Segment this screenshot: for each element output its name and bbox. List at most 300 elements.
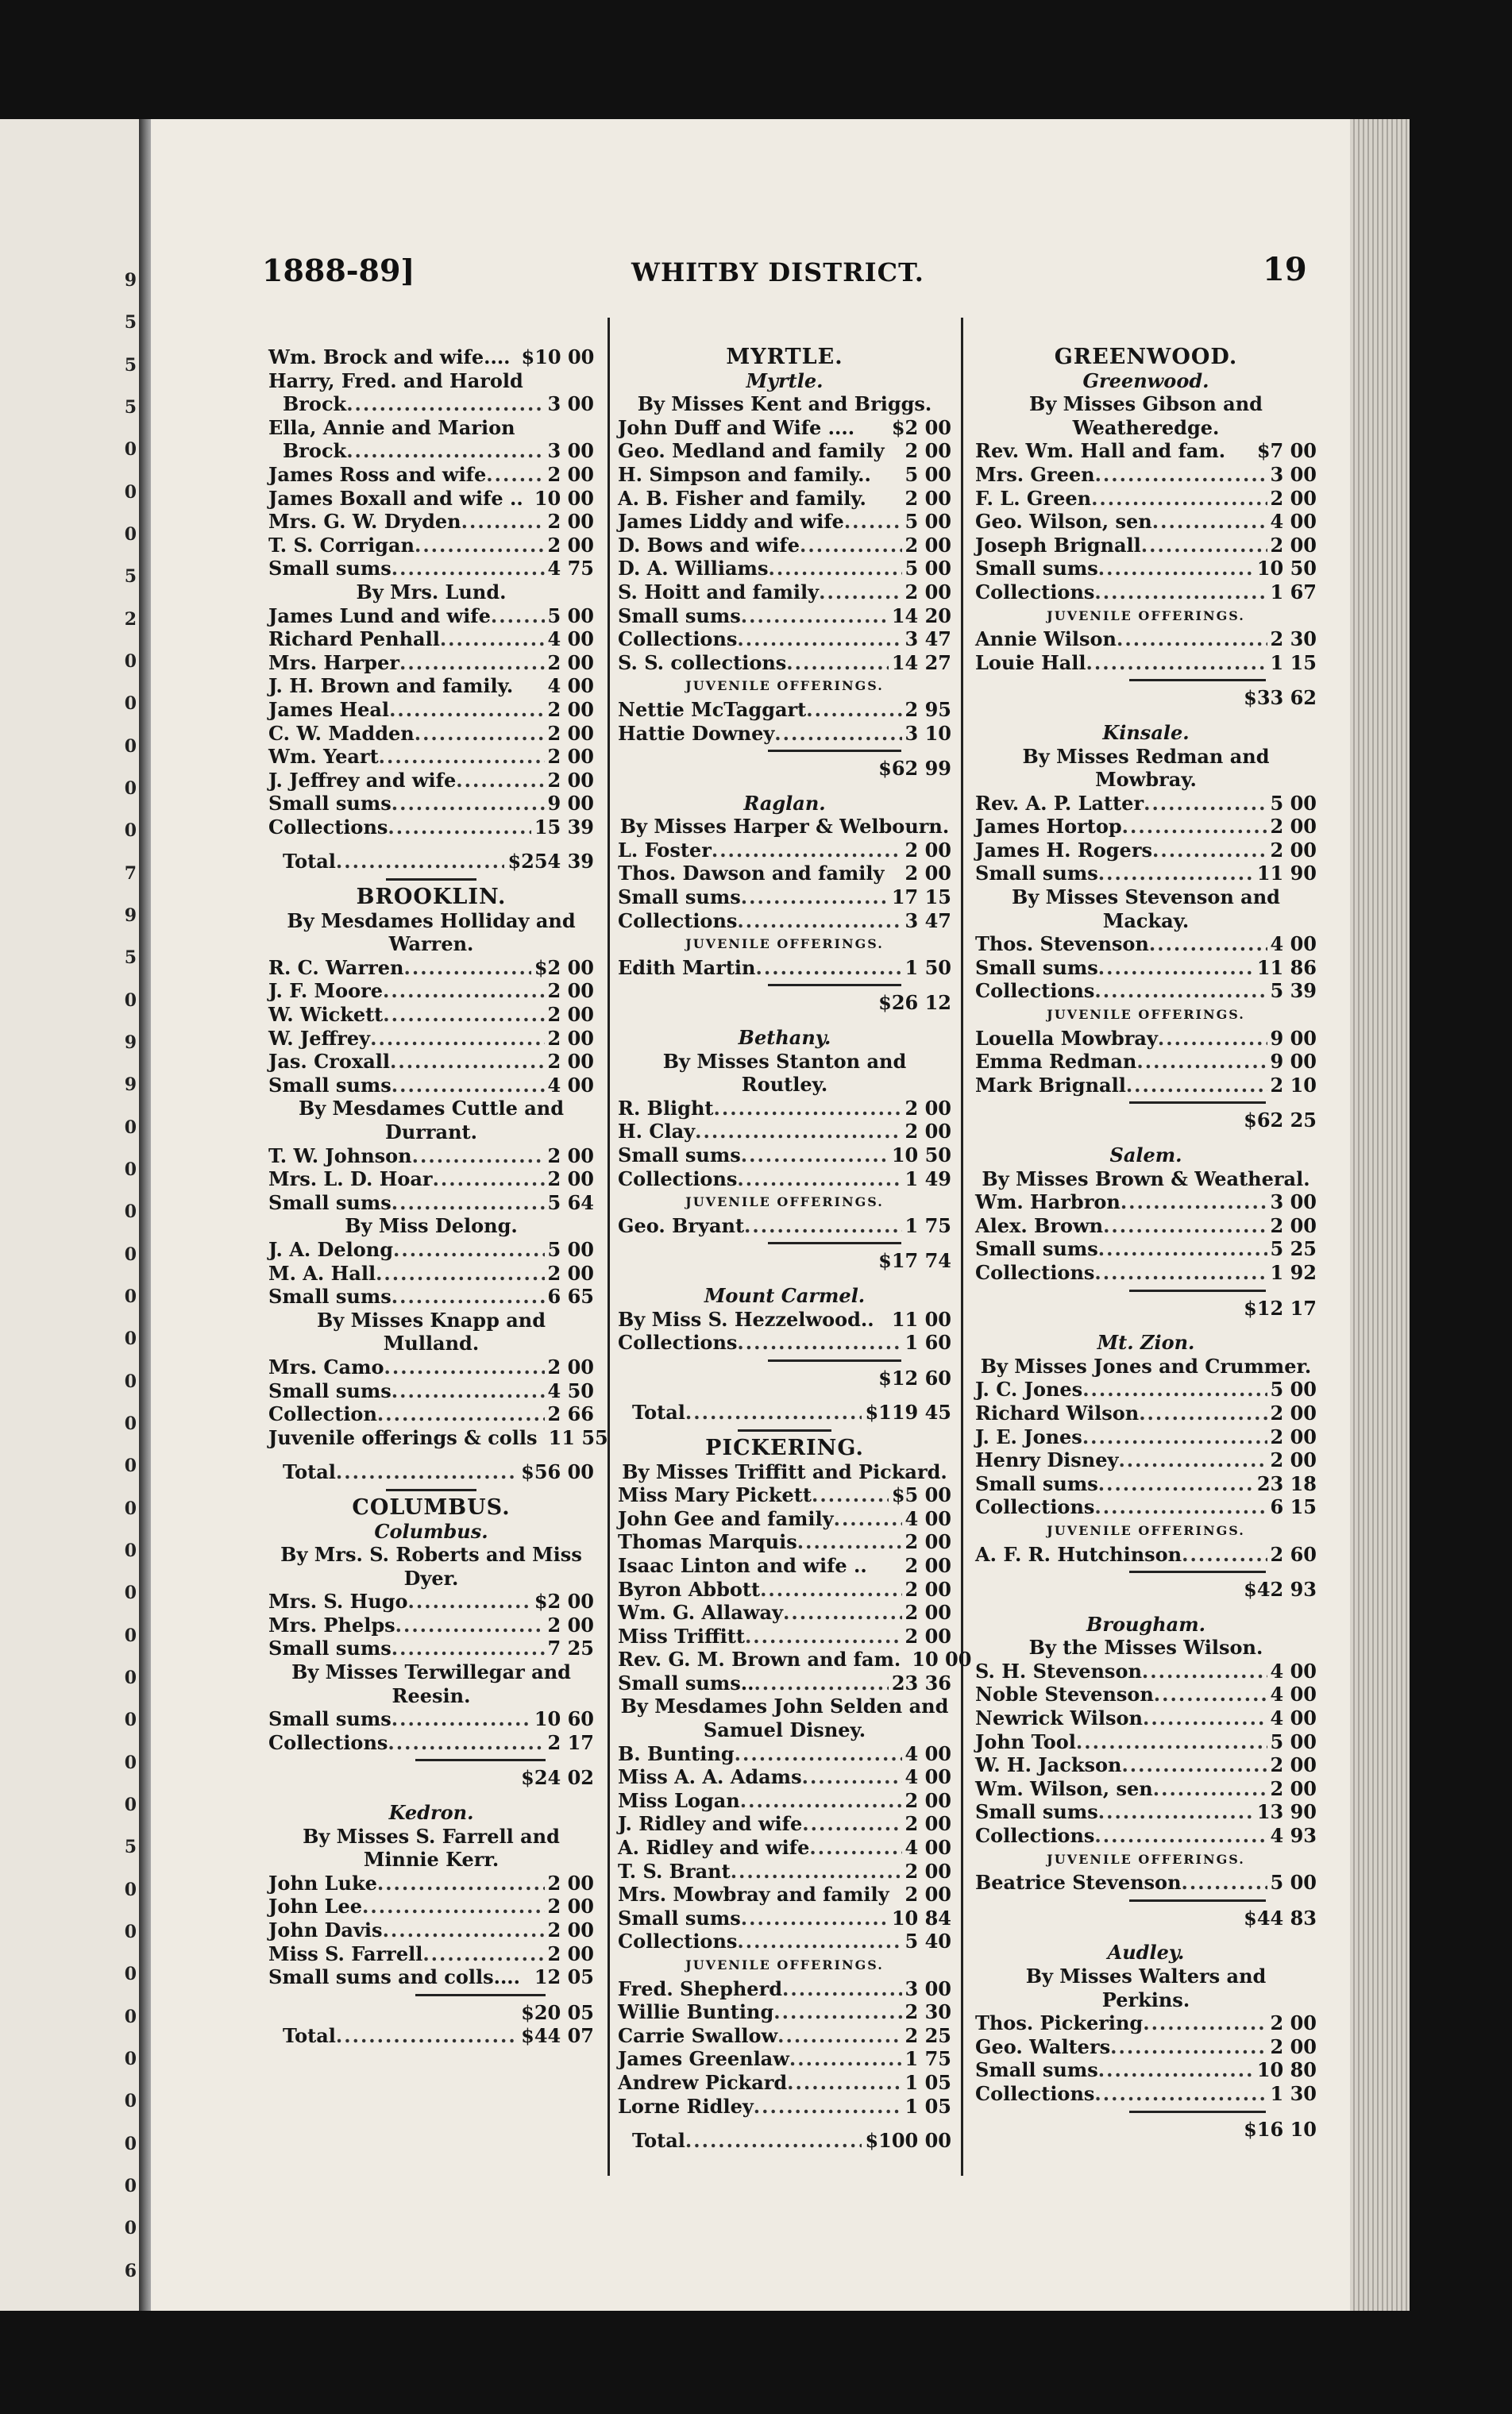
ledger-entry <box>618 557 951 580</box>
entry-amount: 3 47 <box>904 908 951 932</box>
leader-dots <box>777 2024 901 2048</box>
leader-dots <box>1103 1214 1267 1238</box>
entry-amount: 2 17 <box>547 1730 594 1754</box>
circuit-heading: COLUMBUS. <box>352 1494 511 1520</box>
entry-amount: 6 15 <box>1270 1495 1317 1519</box>
subtotal-amount: $62 25 <box>1244 1109 1317 1132</box>
subtotal-amount: $12 60 <box>878 1366 951 1390</box>
entry-name: Collections <box>975 1260 1095 1284</box>
entry-amount: $56 00 <box>521 1460 594 1484</box>
entry-amount: 5 00 <box>904 557 951 580</box>
ledger-entry <box>618 1601 951 1625</box>
collectors-line: Dyer. <box>403 1566 459 1590</box>
previous-page-fragment: 0 <box>124 1456 137 1477</box>
leader-dots <box>392 1707 531 1731</box>
collectors-line: By Mesdames Cuttle and <box>298 1097 565 1120</box>
entry-amount: 11 00 <box>891 1307 951 1331</box>
entry-name: John Luke <box>268 1871 377 1895</box>
entry-amount: 2 00 <box>1270 533 1317 557</box>
entry-name: Henry Disney <box>975 1448 1119 1472</box>
entry-amount: 2 00 <box>1270 1776 1317 1800</box>
leader-dots <box>1126 1074 1267 1097</box>
entry-amount: 5 00 <box>1270 1730 1317 1753</box>
subtotal-amount: $26 12 <box>878 991 951 1015</box>
entry-name: T. W. Johnson <box>268 1143 412 1167</box>
entry-name: Miss A. A. Adams <box>618 1765 802 1789</box>
header-page-number: 19 <box>1263 251 1307 288</box>
entry-name: James Lund and wife <box>268 604 491 627</box>
ledger-entry <box>975 1472 1317 1496</box>
collectors-line: Weatheredge. <box>1072 415 1220 439</box>
entry-amount: 5 00 <box>547 1237 594 1261</box>
ledger-column-2 <box>618 345 972 2153</box>
entry-name: Brock <box>283 392 347 416</box>
entry-amount: 15 39 <box>534 815 594 839</box>
entry-amount: 2 00 <box>547 1895 594 1918</box>
entry-amount: 10 50 <box>1256 557 1317 580</box>
entry-name: Lorne Ridley <box>618 2094 754 2118</box>
spacer <box>975 1132 1317 1143</box>
previous-page-fragment: 0 <box>124 1201 137 1223</box>
entry-amount: 3 00 <box>1270 462 1317 486</box>
leader-dots <box>1094 979 1267 1003</box>
ledger-entry <box>618 2047 951 2071</box>
leader-dots <box>806 698 901 722</box>
entry-amount: 2 00 <box>904 1096 951 1120</box>
ledger-entry <box>268 1355 594 1379</box>
entry-amount: 2 00 <box>904 1601 951 1625</box>
entry-name: Mrs. Harper <box>268 650 399 674</box>
entry-amount: 4 00 <box>904 1506 951 1530</box>
leader-dots <box>383 1918 545 1942</box>
entry-amount: 1 67 <box>1270 580 1317 604</box>
subtotal-amount: $20 05 <box>521 2000 594 2024</box>
entry-name: Small sums <box>268 1707 392 1731</box>
entry-name: Small sums <box>268 1190 392 1214</box>
entry-amount: 1 92 <box>1270 1260 1317 1284</box>
ledger-entry <box>618 1836 951 1860</box>
ledger-entry <box>975 1706 1317 1730</box>
entry-name: D. Bows and wife <box>618 533 800 557</box>
entry-name: Miss Mary Pickett <box>618 1483 812 1507</box>
ledger-entry <box>268 392 594 416</box>
entry-name: Thomas Marquis <box>618 1530 797 1554</box>
ledger-entry <box>975 1425 1317 1449</box>
spacer <box>618 1015 951 1026</box>
leader-dots <box>412 1144 545 1168</box>
leader-dots <box>1144 792 1267 816</box>
entry-name: Wm. Wilson, sen <box>975 1776 1153 1800</box>
entry-amount: $10 00 <box>521 345 595 368</box>
leader-dots <box>714 1097 902 1120</box>
collectors-line: By Misses Redman and <box>1022 744 1270 768</box>
entry-name: Small sums <box>975 557 1098 580</box>
leader-dots <box>844 510 902 534</box>
entry-name: Byron Abbott <box>618 1577 761 1601</box>
ledger-entry <box>268 956 594 980</box>
appointment-heading: Brougham. <box>1086 1612 1205 1636</box>
previous-page-fragment: 9 <box>124 1074 137 1096</box>
entry-name: James H. Rogers <box>975 838 1152 862</box>
entry-amount: 1 05 <box>904 2094 951 2118</box>
entry-name: S. Hoitt and family <box>618 580 820 604</box>
leader-dots <box>377 1402 545 1426</box>
entry-amount: 2 00 <box>904 1859 951 1883</box>
entry-name: W. Jeffrey <box>268 1026 371 1050</box>
leader-dots <box>456 769 544 792</box>
ledger-entry <box>618 2095 951 2119</box>
entry-name: Wm. Brock and wife.... <box>268 345 511 368</box>
leader-dots <box>1095 463 1267 487</box>
ledger-entry <box>975 979 1317 1003</box>
ledger-entry <box>268 1402 594 1426</box>
ledger-entry <box>618 2071 951 2095</box>
entry-amount: 5 00 <box>1270 791 1317 815</box>
previous-page-fragment: 0 <box>124 1668 137 1688</box>
previous-page-fragment: 0 <box>124 1583 137 1604</box>
entry-name: Small sums <box>618 885 741 909</box>
leader-dots <box>392 1074 545 1097</box>
collectors-line: By Misses Gibson and <box>1029 392 1263 416</box>
leader-dots <box>392 1637 545 1660</box>
ledger-entry <box>975 1800 1317 1824</box>
entry-name: Collections <box>268 815 388 839</box>
leader-dots <box>491 604 545 628</box>
leader-dots <box>1082 1378 1267 1402</box>
entry-name: Collections <box>268 1730 388 1754</box>
entry-name: Thos. Stevenson <box>975 932 1149 956</box>
ledger-entry <box>975 932 1317 956</box>
collectors-line: By Misses S. Farrell and <box>303 1824 560 1848</box>
entry-name: J. Ridley and wife <box>618 1812 803 1836</box>
leader-dots <box>1158 1027 1267 1051</box>
spacer <box>268 1449 594 1460</box>
entry-name: W. H. Jackson <box>975 1753 1122 1777</box>
entry-amount: 11 86 <box>1256 955 1317 979</box>
appointment-heading: Mt. Zion. <box>1097 1331 1195 1355</box>
entry-amount: $2 00 <box>534 955 594 979</box>
entry-name: Wm. Yeart <box>268 745 379 769</box>
collectors-line: By Mesdames Holliday and <box>287 908 576 932</box>
leader-dots <box>1094 1495 1267 1519</box>
entry-name: Isaac Linton and wife .. <box>618 1553 867 1577</box>
ledger-entry <box>268 1379 594 1403</box>
ledger-entry <box>975 1074 1317 1097</box>
previous-page-fragment: 0 <box>124 1116 137 1138</box>
entry-name: Small sums <box>975 1800 1098 1824</box>
entry-name: Hattie Downey <box>618 721 775 745</box>
entry-name: J. Jeffrey and wife <box>268 768 457 792</box>
previous-page-fragment: 0 <box>124 1244 137 1265</box>
ledger-entry <box>618 1214 951 1238</box>
ledger-entry <box>618 1742 951 1766</box>
leader-dots <box>415 534 545 557</box>
collectors-line: By Mesdames John Selden and <box>620 1695 949 1718</box>
leader-dots <box>1094 1824 1267 1848</box>
entry-amount: 9 00 <box>1270 1026 1317 1050</box>
ledger-entry <box>268 745 594 769</box>
entry-name: Mrs. G. W. Dryden <box>268 510 461 534</box>
entry-amount: 10 50 <box>891 1143 951 1167</box>
entry-amount: 2 00 <box>904 838 951 862</box>
ledger-entry <box>618 463 951 487</box>
entry-name: Geo. Bryant <box>618 1213 745 1237</box>
ledger-entry <box>268 1460 594 1484</box>
entry-amount: 2 00 <box>547 533 594 557</box>
entry-amount: 2 00 <box>1270 486 1317 510</box>
entry-amount: $2 00 <box>534 1590 594 1614</box>
entry-amount: 2 00 <box>547 1167 594 1191</box>
leader-dots <box>685 2129 862 2153</box>
previous-page-fragment: 0 <box>124 651 137 672</box>
leader-dots <box>1142 1660 1267 1683</box>
leader-dots <box>1098 1237 1267 1261</box>
ledger-entry <box>268 651 594 675</box>
collectors-line: By Mrs. S. Roberts and Miss <box>280 1543 582 1567</box>
ledger-entry <box>975 651 1317 675</box>
entry-name: Collections <box>618 627 738 651</box>
ledger-entry <box>268 1590 594 1614</box>
entry-amount: 2 00 <box>547 650 594 674</box>
ledger-entry <box>618 510 951 534</box>
entry-amount: 5 00 <box>1270 1378 1317 1402</box>
ledger-entry <box>975 557 1317 580</box>
entry-name: Small sums <box>268 1073 392 1097</box>
entry-name: Small sums <box>268 1637 392 1660</box>
ledger-entry <box>618 416 951 440</box>
entry-name: J. F. Moore <box>268 979 384 1003</box>
ledger-entry <box>268 1238 594 1262</box>
previous-page-fragment: 9 <box>124 270 137 291</box>
entry-amount: 23 18 <box>1256 1471 1317 1495</box>
ledger-entry <box>975 1027 1317 1051</box>
entry-amount: 12 05 <box>534 1965 594 1989</box>
ledger-entry <box>618 2000 951 2024</box>
ledger-entry <box>618 698 951 722</box>
entry-amount: $5 00 <box>891 1483 951 1507</box>
ledger-entry <box>975 439 1317 463</box>
entry-name: Small sums <box>975 862 1098 885</box>
juvenile-offerings-heading: JUVENILE OFFERINGS. <box>1047 607 1245 623</box>
appointment-heading: Audley. <box>1107 1941 1185 1965</box>
subtotal-rule <box>768 750 901 752</box>
leader-dots <box>362 1895 545 1918</box>
leader-dots <box>797 1530 902 1554</box>
leader-dots <box>384 1355 545 1379</box>
column-divider-2 <box>961 318 963 2176</box>
entry-amount: 4 93 <box>1270 1824 1317 1848</box>
entry-amount: 10 84 <box>891 1906 951 1930</box>
appointment-heading: Mount Carmel. <box>704 1283 866 1307</box>
entry-amount: 4 00 <box>547 627 594 651</box>
entry-amount: 4 00 <box>904 1741 951 1765</box>
entry-name: Andrew Pickard <box>618 2070 788 2094</box>
entry-name: Thos. Dawson and family <box>618 862 885 885</box>
entry-name: Ella, Annie and Marion <box>268 415 515 439</box>
leader-dots <box>731 1860 902 1884</box>
ledger-entry <box>975 1824 1317 1848</box>
leader-dots <box>737 909 901 933</box>
collectors-line: Minnie Kerr. <box>363 1848 499 1872</box>
leader-dots <box>737 1167 901 1191</box>
entry-amount: 2 00 <box>547 1613 594 1637</box>
entry-name: Carrie Swallow <box>618 2023 778 2047</box>
previous-page-fragment: 9 <box>124 1032 137 1053</box>
previous-page-fragment: 0 <box>124 439 137 461</box>
ledger-entry <box>975 1402 1317 1425</box>
collectors-line: Perkins. <box>1101 1988 1190 2011</box>
entry-amount: $100 00 <box>865 2129 951 2153</box>
entry-name: Collections <box>975 1824 1095 1848</box>
ledger-entry <box>618 439 951 463</box>
previous-page-fragment: 0 <box>124 1159 137 1180</box>
leader-dots <box>399 651 545 675</box>
entry-name: Collections <box>618 1930 738 1953</box>
ledger-entry <box>975 1777 1317 1801</box>
entry-amount: 10 60 <box>534 1707 594 1731</box>
subtotal-rule <box>1129 1290 1266 1292</box>
entry-amount: 4 00 <box>1270 1706 1317 1730</box>
leader-dots <box>390 1050 545 1074</box>
entry-name: Harry, Fred. and Harold <box>268 368 523 392</box>
ledger-entry <box>268 1074 594 1097</box>
ledger-entry <box>268 816 594 839</box>
entry-name: Wm. G. Allaway <box>618 1601 783 1625</box>
ledger-entry <box>618 1331 951 1355</box>
leader-dots <box>346 392 544 416</box>
entry-name: H. Clay <box>618 1120 696 1143</box>
entry-amount: 3 00 <box>547 392 594 416</box>
subtotal-amount: $17 74 <box>878 1249 951 1273</box>
leader-dots <box>737 1331 901 1355</box>
ledger-entry <box>975 534 1317 557</box>
leader-dots <box>379 745 545 769</box>
previous-page-fragment: 0 <box>124 2176 137 2196</box>
leader-dots <box>388 816 530 839</box>
entry-name: Richard Wilson <box>975 1401 1140 1425</box>
previous-page-fragment: 9 <box>124 905 137 926</box>
entry-amount: 2 30 <box>904 2000 951 2024</box>
previous-page-fragment: 0 <box>124 1795 137 1815</box>
entry-name: James Greenlaw <box>618 2047 789 2071</box>
ledger-entry <box>975 792 1317 816</box>
entry-amount: 2 00 <box>547 1871 594 1895</box>
spacer <box>618 781 951 792</box>
entry-amount: 2 00 <box>547 1918 594 1942</box>
entry-name: Collections <box>975 1495 1095 1519</box>
entry-amount: 2 95 <box>904 697 951 721</box>
entry-amount: 2 00 <box>547 1143 594 1167</box>
entry-name: Total <box>283 2024 336 2048</box>
entry-name: Collections <box>618 1331 738 1355</box>
ledger-entry <box>268 1425 608 1450</box>
subtotal-amount: $62 99 <box>878 757 951 781</box>
entry-name: John Duff and Wife .... <box>618 415 855 439</box>
leader-dots <box>737 1930 901 1953</box>
entry-name: Collection <box>268 1402 377 1426</box>
ledger-entry <box>268 1050 594 1074</box>
entry-name: Rev. G. M. Brown and fam. <box>618 1648 901 1672</box>
leader-dots <box>1110 2035 1267 2059</box>
leader-dots <box>336 850 505 873</box>
entry-amount: 2 00 <box>904 1553 951 1577</box>
ledger-entry <box>268 604 594 628</box>
entry-name: Rev. Wm. Hall and fam. <box>975 439 1226 463</box>
collectors-line: By Misses Brown & Weatheral. <box>982 1167 1310 1190</box>
entry-amount: 10 00 <box>534 486 594 510</box>
leader-dots <box>783 1601 902 1625</box>
ledger-entry <box>975 1871 1317 1895</box>
leader-dots <box>786 651 889 675</box>
leader-dots <box>819 580 901 604</box>
ledger-entry <box>618 1812 951 1836</box>
leader-dots <box>1152 839 1267 862</box>
previous-page-fragment: 0 <box>124 1879 137 1900</box>
entry-amount: 2 00 <box>1270 1213 1317 1237</box>
entry-name: Alex. Brown <box>975 1213 1104 1237</box>
leader-dots <box>768 557 901 580</box>
column-divider-1 <box>608 318 610 2176</box>
previous-page-edge <box>0 119 143 2311</box>
entry-name: Emma Redman <box>975 1050 1137 1074</box>
leader-dots <box>685 1401 862 1425</box>
entry-amount: 2 00 <box>1270 1401 1317 1425</box>
ledger-entry <box>618 534 951 557</box>
entry-name: Small sums <box>975 1237 1098 1261</box>
entry-name: D. A. Williams <box>618 557 769 580</box>
entry-name: Wm. Harbron <box>975 1190 1120 1214</box>
leader-dots <box>346 439 544 463</box>
leader-dots <box>1086 651 1267 675</box>
leader-dots <box>383 1003 544 1027</box>
entry-amount: 14 27 <box>891 650 951 674</box>
entry-name: Small sums <box>618 1906 741 1930</box>
previous-page-fragment: 0 <box>124 2006 137 2027</box>
entry-name: T. S. Brant <box>618 1859 731 1883</box>
entry-amount: 3 10 <box>904 721 951 745</box>
ledger-entry <box>268 722 594 746</box>
leader-dots <box>1091 487 1267 511</box>
leader-dots <box>392 557 545 580</box>
subtotal-rule <box>738 1429 831 1432</box>
previous-page-fragment: 0 <box>124 1752 137 1773</box>
ledger-entry <box>268 1027 594 1051</box>
header-year: 1888-89] <box>262 253 415 288</box>
leader-dots <box>1094 1261 1267 1285</box>
entry-name: Rev. A. P. Latter <box>975 791 1144 815</box>
leader-dots <box>741 1143 889 1167</box>
ledger-entry <box>618 651 951 675</box>
entry-amount: 2 00 <box>547 979 594 1003</box>
leader-dots <box>370 1027 544 1051</box>
entry-name: J. C. Jones <box>975 1378 1083 1402</box>
entry-amount: 2 00 <box>547 721 594 745</box>
entry-name: Nettie McTaggart <box>618 697 807 721</box>
entry-name: Geo. Medland and family <box>618 439 885 463</box>
entry-name: Small sums <box>268 557 392 580</box>
ledger-entry <box>268 1707 594 1731</box>
juvenile-offerings-heading: JUVENILE OFFERINGS. <box>1047 1007 1245 1023</box>
previous-page-fragment: 0 <box>124 693 137 715</box>
entry-name: James Ross and wife <box>268 462 487 486</box>
ledger-entry <box>618 909 951 933</box>
ledger-entry <box>268 1895 594 1918</box>
entry-name: Small sums <box>268 1285 392 1309</box>
leader-dots <box>336 1460 518 1484</box>
entry-name: Thos. Pickering <box>975 2011 1144 2035</box>
leader-dots <box>392 1285 545 1309</box>
entry-name: Louella Mowbray <box>975 1026 1158 1050</box>
